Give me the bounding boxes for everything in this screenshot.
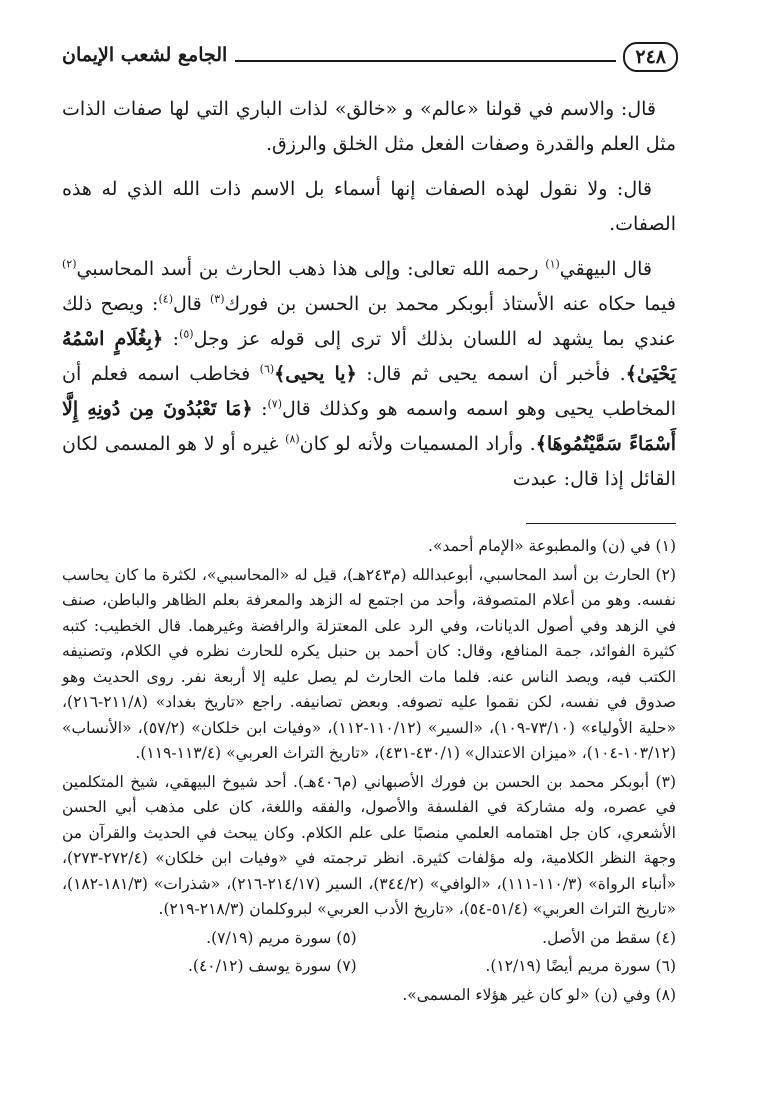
page-number: ٢٤٨: [623, 42, 678, 72]
paragraph-1: قال: والاسم في قولنا «عالم» و «خالق» لذات الباري التي لها صفات الذات مثل العلم والقدرة وصفات الفعل مثل الخلق والرزق.: [62, 98, 676, 155]
footnote-ref-2: (٢): [62, 257, 77, 271]
footnote-3: (٣) أبوبكر محمد بن الحسن بن فورك الأصبهاني (م٤٠٦هـ). أحد شيوخ البيهقي، شيخ المتكلمين في عصره، وله مشاركة في الفلسفة والأصول، والفقه واللغة، كان على مذهب أبي الحسن الأشعري، كان جل اهتمامه العلمي منصبًا على علم الكلام. وكان يبحث في الحديث والقرآن من وجهة النظر الكلامية، وله مؤلفات كثيرة. انظر ترجمته في «وفيات ابن خلكان» (٢٧٢/٤-٢٧٣)، «أنباء الرواة» (١١٠/٣-١١١)، «الوافي» (٣٤٤/٢)، السير (٢١٤/١٧-٢١٦)، «شذرات» (١٨١/٣-١٨٢)، «تاريخ التراث العربي» (٥١/٤-٥٤)، «تاريخ الأدب العربي» لبروكلمان (٢١٨/٣-٢١٩).: [62, 772, 676, 918]
footnote-5: (٥) سورة مريم (٧/١٩).: [206, 928, 357, 947]
text-run: فخاطب اسمه فعلم أن المخاطب يحيى وهو اسمه واسمه هو وكذلك قال: [62, 363, 676, 420]
footnote-separator: [526, 523, 676, 524]
text-run: :: [252, 398, 268, 420]
text-run: : ويصح ذلك عندي بما يشهد له اللسان بذلك ألا ترى إلى قوله عز وجل: [62, 293, 676, 350]
header-rule: [222, 60, 616, 62]
footnote-ref-3: (٣): [209, 292, 225, 306]
text-run: :: [163, 328, 180, 350]
footnote-ref-8: (٨): [285, 432, 300, 446]
book-title: الجامع لشعب الإيمان: [62, 44, 235, 66]
text-run: قال: [172, 293, 210, 315]
footnote-ref-6: (٦): [259, 362, 275, 376]
footnote-8: (٨) وفي (ن) «لو كان غير هؤلاء المسمى».: [402, 985, 676, 1004]
footnote-7: (٧) سورة يوسف (٤٠/١٢).: [187, 957, 357, 975]
quran-quote-2: ﴿يا يحيى﴾: [274, 363, 357, 385]
text-run: . فأخبر أن اسمه يحيى ثم قال:: [356, 363, 626, 385]
book-page: [62, 38, 676, 1078]
footnote-ref-5: (٥): [179, 327, 194, 341]
footnote-row: [62, 926, 676, 952]
text-run: . وأراد المسميات ولأنه لو كان: [299, 433, 536, 455]
footnote-ref-7: (٧): [267, 397, 283, 411]
footnote-ref-1: (١): [545, 257, 560, 271]
running-header: [62, 38, 676, 76]
main-text: [62, 92, 676, 497]
footnote-2: (٢) الحارث بن أسد المحاسبي، أبوعبدالله (م٢٤٣هـ)، قيل له «المحاسبي»، لكثرة ما كان يحاسب نفسه. وهو من أعلام المتصوفة، وأحد من اجتمع له الزهد والمعرفة بعلم الظاهر والباطن، صنف في الزهد وفي أصول الديانات، وفي الرد على المعتزلة والرافضة وغيرهما. قال الخطيب: كتبه كثيرة الفوائد، جمة المنافع، وقال: كان أحمد بن حنبل يكره للحارث نظره في الكلام، وتصنيفه الكتب فيه، ويصد الناس عنه. فلما مات الحارث لم يصل عليه إلا أربعة نفر. روى الحديث وهو صدوق في نفسه، لكن نقموا عليه تصوفه. وبعض تصانيفه. راجع «تاريخ بغداد» (٢١١/٨-٢١٦)، «حلية الأولياء» (٧٣/١٠-١٠٩)، «السير» (١١٠/١٢-١١٢)، «وفيات ابن خلكان» (٥٧/٢)، «الأنساب» (١٠٣/١٢-١٠٤)، «ميزان الاعتدال» (٤٣٠/١-٤٣١)، «تاريخ التراث العربي» (١١٣/٤-١١٩).: [62, 565, 676, 762]
footnote-4: (٤) سقط من الأصل.: [542, 928, 676, 947]
text-run: فيما حكاه عنه الأستاذ أبوبكر محمد بن الحسن بن فورك: [224, 293, 677, 315]
quran-quote-3: ﴿مَا تَعْبُدُونَ مِن دُونِهِ إِلَّا أَسْمَاءً سَمَّيْتُمُوهَا﴾: [62, 398, 676, 455]
footnote-6: (٦) سورة مريم أيضًا (١٢/١٩).: [485, 957, 676, 975]
footnotes: [62, 534, 676, 1008]
footnote-1: (١) في (ن) والمطبوعة «الإمام أحمد».: [428, 537, 676, 555]
footnote-ref-4: (٤): [158, 292, 173, 306]
paragraph-2: قال: ولا نقول لهذه الصفات إنها أسماء بل الاسم ذات الله الذي له هذه الصفات.: [62, 178, 676, 235]
text-run: رحمه الله تعالى: وإلى هذا ذهب الحارث بن أسد المحاسبي: [76, 258, 546, 280]
text-run: قال البيهقي: [559, 258, 652, 280]
paragraph-3: [62, 252, 676, 497]
text-run: غيره أو لا هو المسمى لكان القائل إذا قال: عبدت: [62, 433, 676, 490]
quran-quote-1: ﴿بِغُلَامٍ اسْمُهُ يَحْيَىٰ﴾: [62, 328, 676, 385]
footnote-row: [62, 954, 676, 980]
